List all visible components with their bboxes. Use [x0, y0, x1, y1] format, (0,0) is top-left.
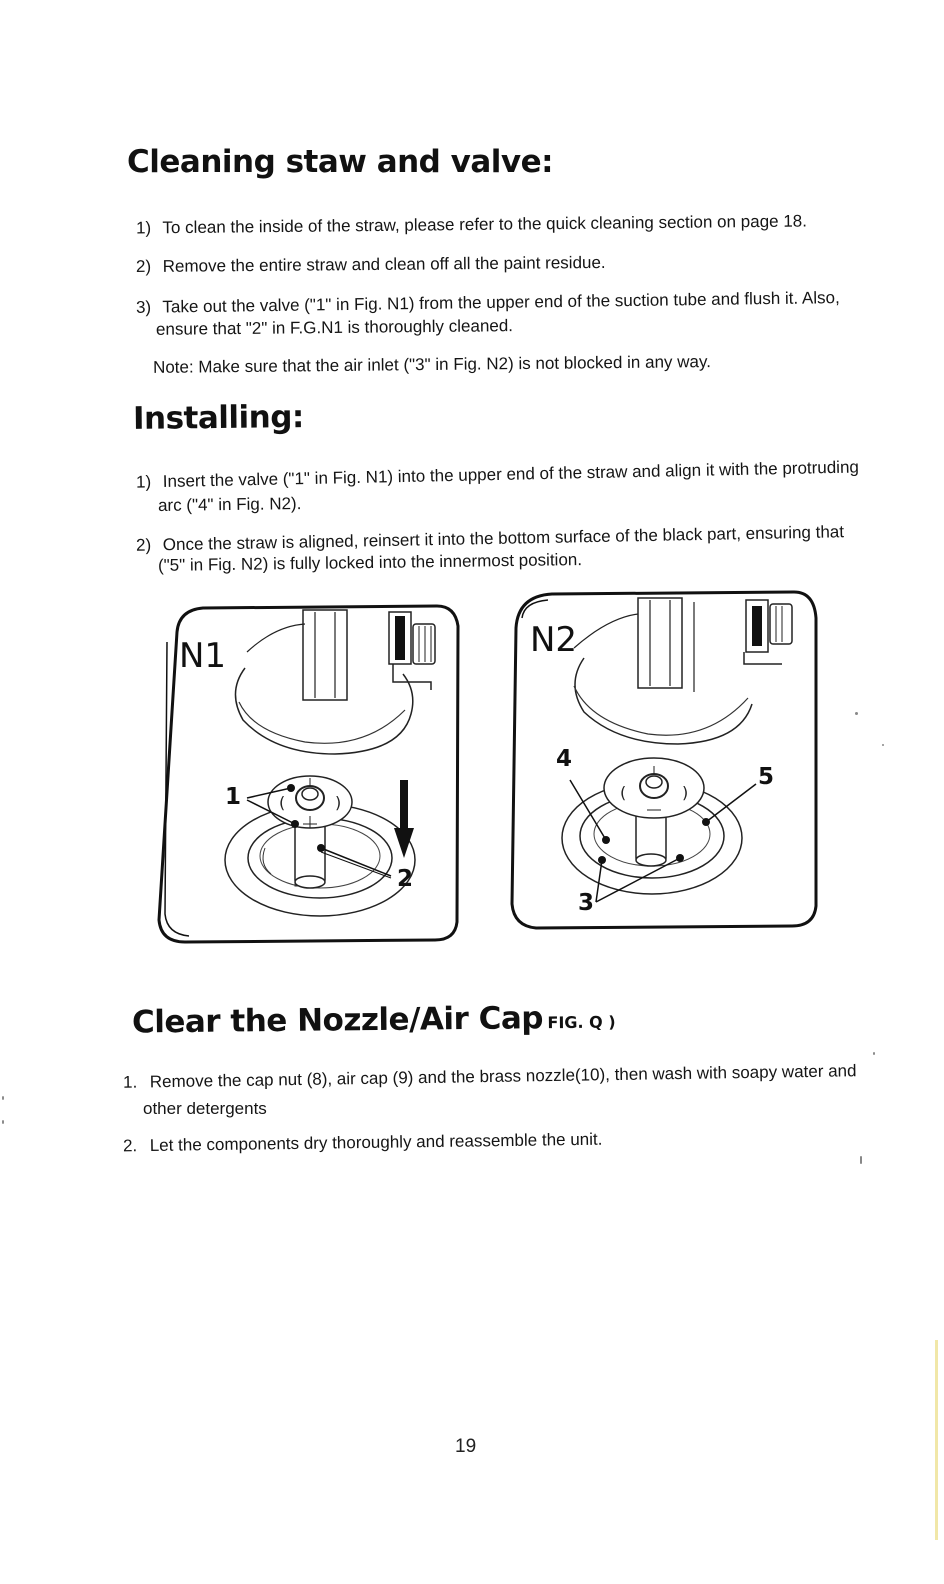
- figure-reference: FIG. Q ): [547, 1012, 616, 1033]
- figure-n1: [155, 602, 465, 946]
- svg-text:): ): [682, 783, 689, 802]
- callout-1: 1: [225, 784, 242, 810]
- heading-nozzle: Clear the Nozzle/Air Cap: [131, 1000, 544, 1041]
- item-number: 3): [135, 297, 152, 317]
- list-item-continuation: arc ("4" in Fig. N2).: [157, 493, 302, 516]
- item-text: Take out the valve ("1" in Fig. N1) from the upper end of the suction tube and flush it. Also,: [162, 288, 840, 317]
- figure-label-n1: N1: [179, 636, 227, 676]
- note-text: Note: Make sure that the air inlet ("3" in Fig. N2) is not blocked in any way.: [152, 352, 711, 377]
- callout-3: 3: [578, 890, 595, 916]
- item-text: Remove the entire straw and clean off all the paint residue.: [162, 252, 606, 276]
- list-item: [123, 1058, 857, 1096]
- item-text: Let the components dry thoroughly and reassemble the unit.: [149, 1129, 603, 1155]
- list-item: [123, 1127, 603, 1160]
- scan-speck: [882, 744, 884, 746]
- page-number: 19: [455, 1436, 477, 1457]
- item-number: 1): [135, 218, 152, 238]
- list-item: [136, 208, 807, 241]
- item-number: 1): [135, 472, 152, 492]
- scan-speck: [2, 1120, 4, 1124]
- item-text: Remove the cap nut (8), air cap (9) and the brass nozzle(10), then wash with soapy water and: [149, 1061, 857, 1092]
- item-number: 2): [135, 535, 152, 555]
- item-text: To clean the inside of the straw, please refer to the quick cleaning section on page 18.: [162, 211, 808, 238]
- figure-label-n2: N2: [530, 620, 578, 660]
- svg-text:): ): [335, 793, 342, 812]
- scan-speck: [860, 1156, 862, 1164]
- list-item-continuation: ensure that "2" in F.G.N1 is thoroughly cleaned.: [155, 316, 514, 339]
- heading-cleaning: Cleaning staw and valve:: [127, 144, 554, 180]
- callout-2: 2: [397, 866, 414, 892]
- scan-edge: [935, 1340, 938, 1540]
- svg-text:(: (: [279, 793, 286, 812]
- heading-nozzle-row: [132, 999, 616, 1040]
- scan-speck: [873, 1052, 875, 1055]
- callout-4: 4: [556, 746, 573, 772]
- svg-text:(: (: [620, 783, 627, 802]
- list-item-continuation: ("5" in Fig. N2) is fully locked into the innermost position.: [157, 550, 583, 575]
- item-text: Insert the valve ("1" in Fig. N1) into the upper end of the straw and align it with the protruding: [162, 457, 860, 492]
- item-number: 2.: [122, 1136, 138, 1156]
- list-item: [136, 250, 606, 280]
- callout-5: 5: [758, 764, 775, 790]
- scan-speck: [855, 712, 858, 715]
- heading-installing: Installing:: [132, 399, 305, 437]
- item-number: 1.: [122, 1072, 138, 1092]
- scan-speck: [2, 1096, 4, 1100]
- list-item-continuation: other detergents: [143, 1099, 267, 1118]
- list-item: [136, 454, 859, 495]
- figure-n2: [508, 588, 820, 932]
- item-text: Once the straw is aligned, reinsert it into the bottom surface of the black part, ensuring that: [162, 522, 845, 555]
- item-number: 2): [135, 256, 152, 277]
